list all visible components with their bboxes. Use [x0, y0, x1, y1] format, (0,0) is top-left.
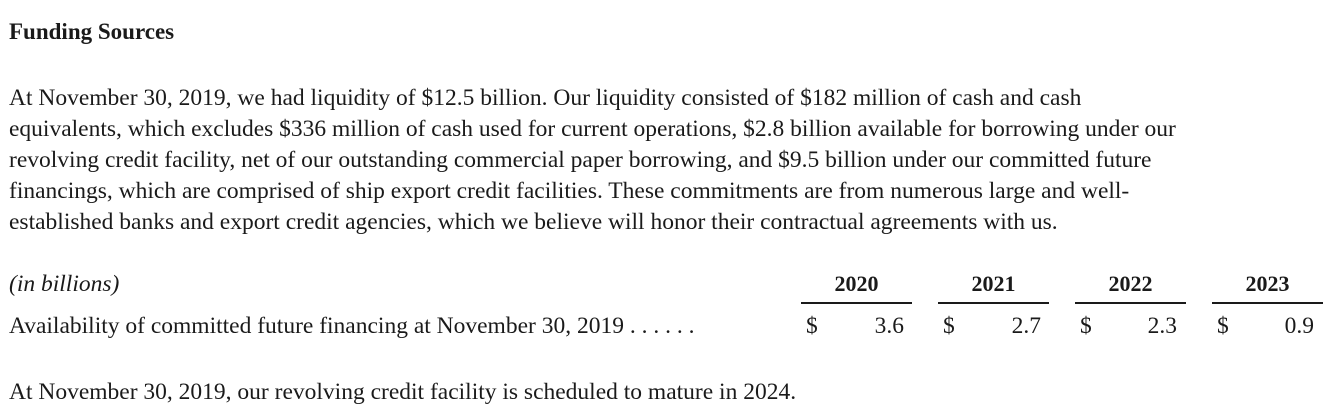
currency-symbol: $	[943, 313, 955, 339]
value-2023: 0.9	[1284, 313, 1314, 339]
paragraph-line: established banks and export credit agencies, which we believe will honor their contractual agreements with us.	[9, 209, 1058, 235]
value-2021: 2.7	[1011, 313, 1041, 339]
paragraph-line: equivalents, which excludes $336 million of cash used for current operations, $2.8 billion available for borrowing under our	[9, 116, 1176, 142]
paragraph-line: financings, which are comprised of ship export credit facilities. These commitments are from numerous large and well-	[9, 178, 1130, 204]
value-2020: 3.6	[874, 313, 904, 339]
currency-symbol: $	[806, 313, 818, 339]
year-header-2021: 2021	[938, 268, 1049, 304]
paragraph-line: revolving credit facility, net of our outstanding commercial paper borrowing, and $9.5 billion under our committed future	[9, 147, 1152, 173]
paragraph-line: At November 30, 2019, we had liquidity of $12.5 billion. Our liquidity consisted of $182 million of cash and cash	[9, 85, 1082, 111]
year-header-2020: 2020	[801, 268, 912, 304]
table-row-label: Availability of committed future financing at November 30, 2019 . . . . . .	[9, 313, 695, 339]
year-header-2023: 2023	[1212, 268, 1323, 304]
currency-symbol: $	[1080, 313, 1092, 339]
value-2022: 2.3	[1147, 313, 1177, 339]
currency-symbol: $	[1217, 313, 1229, 339]
units-label: (in billions)	[9, 271, 120, 297]
maturity-note: At November 30, 2019, our revolving credit facility is scheduled to mature in 2024.	[9, 379, 797, 405]
year-header-2022: 2022	[1075, 268, 1186, 304]
liquidity-paragraph	[9, 83, 1325, 238]
section-heading: Funding Sources	[9, 19, 175, 44]
